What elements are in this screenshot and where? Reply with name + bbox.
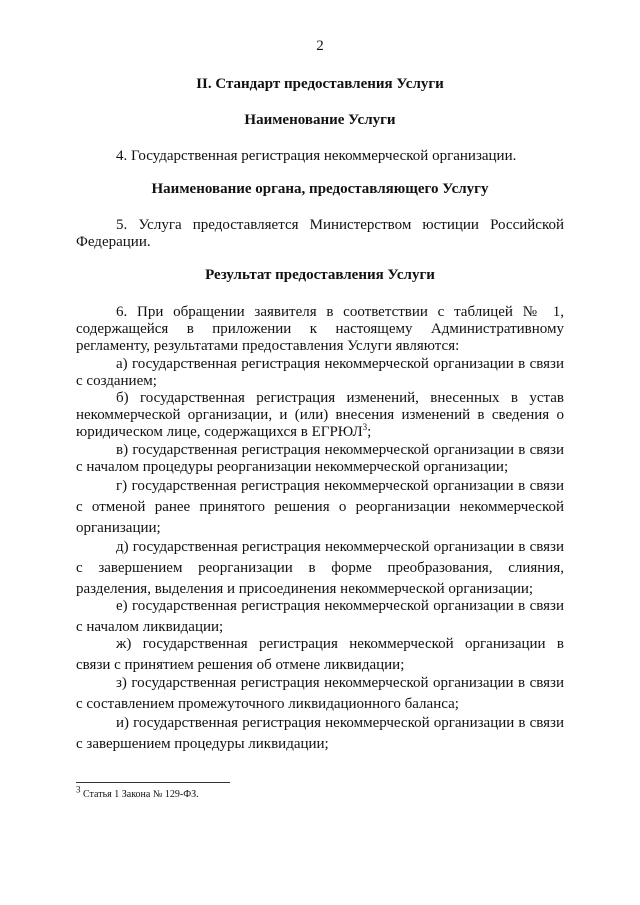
section-title: II. Стандарт предоставления Услуги: [196, 76, 444, 92]
list-item-b-text: б) государственная регистрация изменений, внесенных в устав некоммерческой организации, и (или) внесения изменений в сведения о юридическом лице, содержащихся в ЕГРЮЛ: [76, 390, 564, 440]
list-item-z: з) государственная регистрация некоммерческой организации в связи с составлением промежуточного ликвидационного баланса;: [76, 675, 564, 712]
paragraph-5: 5. Услуга предоставляется Министерством юстиции Российской Федерации.: [76, 217, 564, 250]
footnote-mark: 3: [76, 784, 81, 795]
result-heading: Результат предоставления Услуги: [205, 267, 435, 283]
page-number: 2: [316, 38, 324, 54]
footnote-divider: [76, 782, 230, 783]
list-item-b-end: ;: [367, 424, 372, 440]
list-item-i: и) государственная регистрация некоммерческой организации в связи с завершением процедуры ликвидации;: [76, 715, 564, 752]
paragraph-4: 4. Государственная регистрация некоммерческой организации.: [116, 148, 517, 164]
list-item-v: в) государственная регистрация некоммерческой организации в связи с началом процедуры реорганизации некоммерческой организации;: [76, 442, 564, 475]
footnote: [76, 784, 199, 800]
paragraph-6: 6. При обращении заявителя в соответствии с таблицей № 1, содержащейся в приложении к настоящему Административному регламенту, результатами предоставления Услуги являются:: [76, 304, 564, 354]
list-item-e: е) государственная регистрация некоммерческой организации в связи с началом ликвидации;: [76, 598, 564, 635]
service-name-heading: Наименование Услуги: [244, 112, 396, 128]
footnote-text: Статья 1 Закона № 129-ФЗ.: [80, 789, 199, 800]
footnote-reference: 3: [362, 422, 368, 432]
list-item-g: г) государственная регистрация некоммерческой организации в связи с отменой ранее принятого решения о реорганизации некоммерческой организации;: [76, 478, 564, 536]
list-item-zh: ж) государственная регистрация некоммерческой организации в связи с принятием решения об отмене ликвидации;: [76, 636, 564, 673]
list-item-b: [76, 390, 564, 441]
list-item-a: а) государственная регистрация некоммерческой организации в связи с созданием;: [76, 356, 564, 389]
list-item-d: д) государственная регистрация некоммерческой организации в связи с завершением реорганизации в форме преобразования, слияния, разделения, выделения и присоединения некоммерческой организации;: [76, 539, 564, 597]
authority-heading: Наименование органа, предоставляющего Услугу: [151, 181, 489, 197]
